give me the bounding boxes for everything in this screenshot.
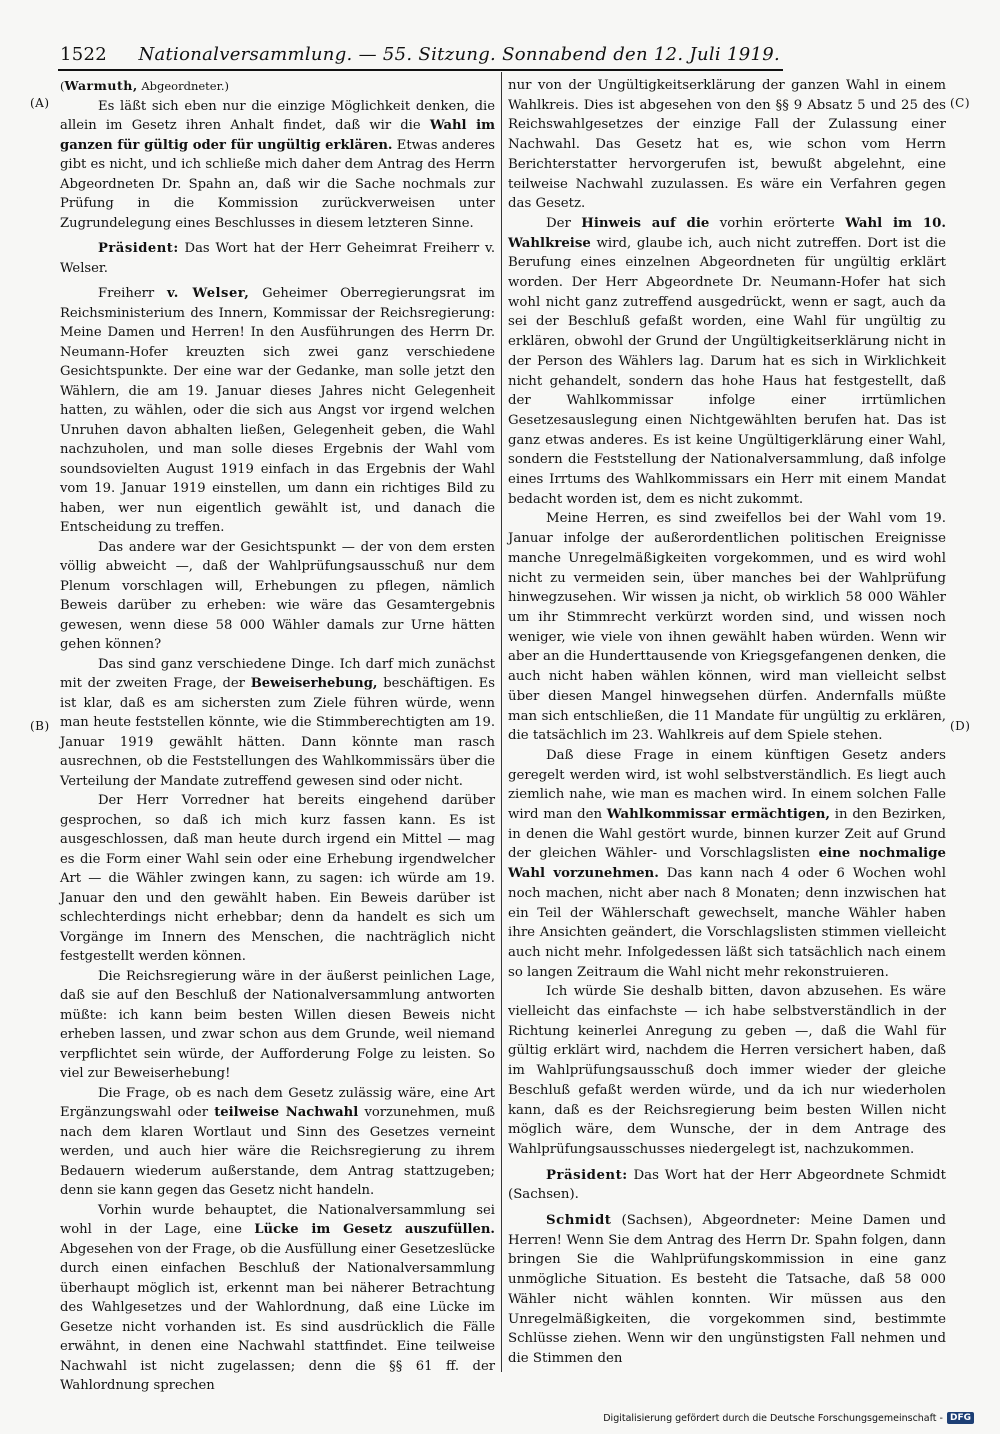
speaker-role: Abgeordneter.)	[141, 79, 229, 93]
emphasis: Beweiserhebung,	[250, 676, 378, 691]
left-column	[60, 76, 495, 1396]
paragraph-president: Präsident: Das Wort hat der Herr Abgeordnete Schmidt (Sachsen).	[508, 1167, 946, 1203]
speaker-name: Warmuth,	[64, 78, 138, 93]
paragraph: Ich würde Sie deshalb bitten, davon abzusehen. Es wäre vielleicht das einfachste — ich habe selbstverständlich in der Richtung keinerlei Anregung zu geben —, daß die Wahl für gültig erklärt wird, nachdem die Herren versichert haben, daß im Wahlprüfungsausschuß doch immer wieder der gleiche Beschluß gefaßt werden würde, und da ich nur wiederholen kann, daß es der Reichsregierung beim besten Willen nicht möglich wäre, dem Wunsche, der in dem Antrage des Wahlprüfungsausschusses niedergelegt ist, nachzukommen.	[508, 984, 946, 1157]
paragraph: Die Reichsregierung wäre in der äußerst peinlichen Lage, daß sie auf den Beschluß der Nationalversammlung antworten müßte: ich kann beim besten Willen diesen Beweis nicht erheben lassen, und zwar schon aus dem Grunde, weil niemand verpflichtet sein würde, der Aufforderung Folge zu leisten. So viel zur Beweiserhebung!	[60, 968, 495, 1081]
emphasis: Lücke im Gesetz auszufüllen.	[254, 1222, 495, 1237]
footer-credit: Digitalisierung gefördert durch die Deutsche Forschungsgemeinschaft -	[603, 1412, 943, 1424]
emphasis: Hinweis auf die	[581, 215, 710, 231]
page-header	[60, 44, 780, 70]
dfg-logo: DFG	[947, 1412, 974, 1424]
margin-marker-d: (D)	[950, 719, 971, 733]
speaker-name: Präsident:	[98, 241, 179, 256]
paragraph: Die Frage, ob es nach dem Gesetz zulässig wäre, eine Art Ergänzungswahl oder teilweise Nachwahl vorzunehmen, muß nach dem klaren Wortlaut und Sinn des Gesetzes verneint werden, und auch hier wäre die Reichsregierung zu ihrem Bedauern wiederum außerstande, dem Antrag stattzugeben; denn sie kann gegen das Gesetz nicht handeln.	[60, 1085, 495, 1198]
paragraph: Das sind ganz verschiedene Dinge. Ich darf mich zunächst mit der zweiten Frage, der Beweiserhebung, beschäftigen. Es ist klar, daß es am sichersten zum Ziele führen würde, wenn man heute feststellen könnte, wie die Stimmberechtigten am 19. Januar 1919 gewählt hätten. Dann könnte man rasch ausrechnen, ob die Feststellungen des Wahlkommissärs über die Verteilung der Mandate zutreffend gewesen sind oder nicht.	[60, 656, 495, 789]
speaker-name: v. Welser,	[166, 286, 250, 301]
page-number: 1522	[60, 44, 108, 65]
margin-marker-a: (A)	[30, 96, 50, 110]
column-divider	[501, 72, 502, 1372]
emphasis: Wahlkommissar ermächtigen,	[606, 807, 831, 823]
paragraph: nur von der Ungültigkeitserklärung der ganzen Wahl in einem Wahlkreis. Dies ist abgesehen von den §§ 9 Absatz 5 und 25 des Reichswahlgesetzes der einzige Fall der Zulassung einer Nachwahl. Das Gesetz hat es, wie schon vom Herrn Berichterstatter hervorgerufen ist, bewußt abgelehnt, eine teilweise Nachwahl zuzulassen. Es wäre ein Verfahren gegen das Gesetz.	[508, 78, 946, 212]
paragraph: Das andere war der Gesichtspunkt — der von dem ersten völlig abweicht —, daß der Wahlprüfungsausschuß nur dem Plenum vorschlagen will, Erhebungen zu pflegen, nämlich Beweis darüber zu erheben: wie wäre das Gesamtergebnis gewesen, wenn diese 58 000 Wähler damals zur Urne hätten gehen können?	[60, 539, 495, 652]
margin-marker-c: (C)	[950, 96, 971, 110]
emphasis: Wahl im 10. Wahlkreise	[508, 215, 947, 251]
paragraph: Der Herr Vorredner hat bereits eingehend darüber gesprochen, so daß ich mich kurz fassen kann. Es ist ausgeschlossen, daß man heute durch irgend ein Mittel — mag es die Form einer Wahl sein oder eine Erhebung irgendwelcher Art — die Wähler zwingen kann, zu sagen: ich würde am 19. Januar den und den gewählt haben. Ein Beweis darüber ist schlechterdings nicht erhebbar; denn da handelt es sich um Vorgänge im Innern des Menschen, die nachträglich nicht festgestellt werden können.	[60, 793, 495, 964]
emphasis: Wahl im ganzen für gültig oder für ungültig erklären.	[60, 118, 495, 153]
paragraph: Der Hinweis auf die vorhin erörterte Wahl im 10. Wahlkreise wird, glaube ich, auch nicht zutreffen. Dort ist die Berufung eines einzelnen Abgeordneten für ungültig erklärt worden. Der Herr Abgeordnete Dr. Neumann-Hofer hat sich wohl nicht ganz zutreffend ausgedrückt, wenn er sagt, auch da sei der Beschluß gefaßt worden, eine Wahl für ungültig zu erklären, obwohl der Grund der Ungültigkeitserklärung nicht in der Person des Wählers lag. Darum hat es sich in Wirklichkeit nicht gehandelt, sondern das hohe Haus hat festgestellt, daß der Wahlkommissar infolge einer irrtümlichen Gesetzesauslegung einen Nichtgewählten berufen hat. Das ist ganz etwas anderes. Es ist keine Ungültigerklärung einer Wahl, sondern die Feststellung der Nationalversammlung, daß infolge eines Irrtums des Wahlkommissars ein Herr mit einem Mandat bedacht worden ist, dem es nicht zukommt.	[508, 215, 947, 507]
emphasis: teilweise Nachwahl	[214, 1105, 359, 1120]
header-rule	[58, 69, 783, 71]
paragraph-president: Präsident: Das Wort hat der Herr Geheimrat Freiherr v. Welser.	[60, 241, 495, 276]
margin-marker-b: (B)	[30, 719, 50, 733]
speaker-continuation: (Warmuth, Abgeordneter.)	[60, 78, 229, 93]
paragraph: Daß diese Frage in einem künftigen Gesetz anders geregelt werden wird, ist wohl selbstverständlich. Es liegt auch ziemlich nahe, wie man es machen wird. In einem solchen Falle wird man den Wahlkommissar ermächtigen, in den Bezirken, in denen die Wahl gestört wurde, binnen kurzer Zeit auf Grund der gleichen Wähler- und Vorschlagslisten eine nochmalige Wahl vorzunehmen. Das kann nach 4 oder 6 Wochen wohl noch machen, nicht aber nach 8 Monaten; denn inzwischen hat ein Teil der Wählerschaft gewechselt, manche Wähler haben ihre Ansichten geändert, die Vorschlagslisten stimmen vielleicht auch nicht mehr. Infolgedessen läßt sich tatsächlich nach einem so langen Zeitraum die Wahl nicht mehr rekonstruieren.	[508, 747, 946, 980]
footer	[603, 1410, 974, 1426]
paragraph: Vorhin wurde behauptet, die Nationalversammlung sei wohl in der Lage, eine Lücke im Gesetz auszufüllen. Abgesehen von der Frage, ob die Ausfüllung einer Gesetzeslücke durch einen einfachen Beschluß der Nationalversammlung überhaupt möglich ist, erkennt man bei näherer Betrachtung des Wahlgesetzes und der Wahlordnung, daß eine Lücke im Gesetze nicht vorhanden ist. Es sind ausdrücklich die Fälle erwähnt, in denen eine Nachwahl stattfindet. Eine teilweise Nachwahl ist nicht zugelassen; denn die §§ 61 ff. der Wahlordnung sprechen	[60, 1202, 495, 1393]
paragraph-welser: Freiherr v. Welser, Geheimer Oberregierungsrat im Reichsministerium des Innern, Kommissar der Reichsregierung: Meine Damen und Herren! In den Ausführungen des Herrn Dr. Neumann-Hofer kreuzten sich zwei ganz verschiedene Gesichtspunkte. Der eine war der Gedanke, man solle jetzt den Wählern, die am 19. Januar dieses Jahres nicht Gelegenheit hatten, zu wählen, oder die sich aus Angst vor irgend welchen Unruhen davon abhalten ließen, Gelegenheit geben, die Wahl nachzuholen, und man solle dieses Ergebnis der Wahl vom soundsovielten August 1919 einfach in das Ergebnis der Wahl vom 19. Januar 1919 einstellen, um dann ein richtiges Bild zu haben, wer nun eigentlich gewählt ist, und danach die Entscheidung zu treffen.	[60, 286, 495, 535]
paragraph: Es läßt sich eben nur die einzige Möglichkeit denken, die allein im Gesetz ihren Anhalt findet, daß wir die Wahl im ganzen für gültig oder für ungültig erklären. Etwas anderes gibt es nicht, und ich schließe mich daher dem Antrag des Herrn Abgeordneten Dr. Spahn an, daß wir die Sache nochmals zur Prüfung in die Kommission zurückverweisen unter Zugrundelegung eines Beschlusses in diesem letzteren Sinne.	[60, 98, 495, 231]
emphasis: eine nochmalige Wahl vorzunehmen.	[508, 846, 946, 882]
speaker-name: Präsident:	[546, 1167, 628, 1183]
paragraph: Meine Herren, es sind zweifellos bei der Wahl vom 19. Januar infolge der außerordentlichen politischen Ereignisse manche Unregelmäßigkeiten vorgekommen, und es wird wohl nicht zu vermeiden sein, über manches bei der Wahlprüfung hinwegzusehen. Wir wissen ja nicht, ob wirklich 58 000 Wähler um ihr Stimmrecht verkürzt worden sind, und wissen noch weniger, wie viele von ihnen gewählt haben würden. Wenn wir aber an die Hunderttausende von Kriegsgefangenen denken, die auch nicht haben wählen können, wird man vielleicht selbst über diesen Mangel hinwegsehen dürfen. Andernfalls müßte man sich entschließen, die 11 Mandate für ungültig zu erklären, die tatsächlich im 23. Wahlkreis auf dem Spiele stehen.	[508, 511, 946, 744]
running-title: Nationalversammlung. — 55. Sitzung. Sonnabend den 12. Juli 1919.	[138, 44, 780, 65]
speaker-name: Schmidt	[546, 1213, 612, 1229]
right-column	[508, 76, 946, 1369]
paragraph-schmidt: Schmidt (Sachsen), Abgeordneter: Meine Damen und Herren! Wenn Sie dem Antrag des Herrn Dr. Spahn folgen, dann bringen Sie die Wahlprüfungskommission in eine ganz unmögliche Situation. Es besteht die Tatsache, daß 58 000 Wähler nicht wählen konnten. Wir müssen aus den Unregelmäßigkeiten, die vorgekommen sind, bestimmte Schlüsse ziehen. Wenn wir den ungünstigsten Fall nehmen und die Stimmen den	[508, 1213, 946, 1366]
